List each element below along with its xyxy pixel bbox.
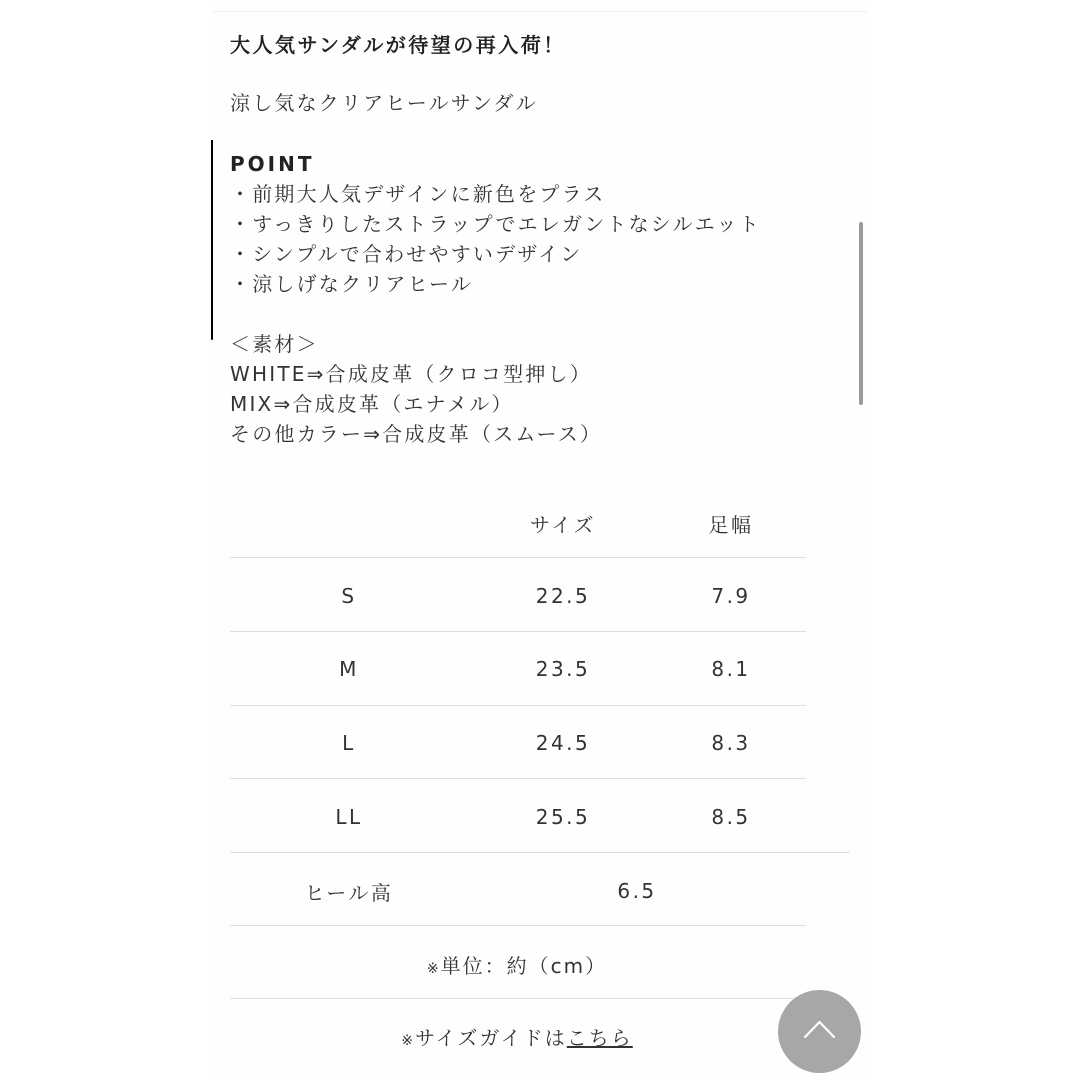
row-divider — [230, 631, 806, 632]
unit-note — [427, 950, 607, 979]
row-divider — [230, 778, 806, 779]
material-section — [230, 329, 870, 449]
point-item: ・すっきりしたストラップでエレガントなシルエット — [230, 212, 761, 236]
row-divider — [230, 852, 850, 853]
size-guide-text: サイズガイドは — [414, 1026, 567, 1050]
header-foot-width: 足幅 — [708, 513, 754, 537]
size-guide-link[interactable]: こちら — [566, 1026, 633, 1050]
material-item: MIX⇒合成皮革（エナメル） — [230, 392, 514, 416]
row-divider — [230, 557, 806, 558]
chevron-up-icon — [778, 990, 861, 1073]
row-size-label: M — [339, 657, 359, 681]
header-size: サイズ — [530, 513, 596, 537]
row-width-value: 8.5 — [711, 805, 751, 829]
row-divider — [230, 705, 806, 706]
row-size-label: S — [341, 584, 357, 608]
row-size-value: 22.5 — [535, 584, 591, 608]
product-tagline: 涼し気なクリアヒールサンダル — [230, 91, 538, 115]
point-title: POINT — [230, 152, 315, 176]
material-item: その他カラー⇒合成皮革（スムース） — [230, 422, 603, 446]
row-size-label: LL — [335, 805, 363, 829]
point-section — [230, 149, 870, 299]
point-item: ・シンプルで合わせやすいデザイン — [230, 242, 583, 266]
row-width-value: 7.9 — [711, 584, 751, 608]
material-title: ＜素材＞ — [230, 332, 319, 356]
product-headline: 大人気サンダルが待望の再入荷！ — [230, 33, 566, 57]
heel-label: ヒール高 — [304, 881, 394, 905]
note-mark: ※ — [401, 1033, 415, 1049]
back-to-top-button[interactable] — [778, 990, 861, 1073]
row-width-value: 8.3 — [711, 731, 751, 755]
size-guide-note — [401, 1022, 633, 1051]
note-mark: ※ — [426, 961, 441, 977]
row-size-value: 25.5 — [535, 805, 591, 829]
point-item: ・涼しげなクリアヒール — [230, 272, 473, 296]
row-size-value: 23.5 — [535, 657, 591, 681]
heel-value: 6.5 — [617, 879, 657, 903]
row-size-label: L — [342, 731, 356, 755]
point-item: ・前期大人気デザインに新色をプラス — [230, 182, 606, 206]
top-divider — [213, 11, 868, 12]
row-divider — [230, 925, 806, 926]
row-size-value: 24.5 — [535, 731, 591, 755]
material-item: WHITE⇒合成皮革（クロコ型押し） — [230, 362, 592, 386]
unit-note-text: 単位：約（cm） — [440, 954, 608, 978]
row-divider — [230, 998, 806, 999]
row-width-value: 8.1 — [711, 657, 751, 681]
